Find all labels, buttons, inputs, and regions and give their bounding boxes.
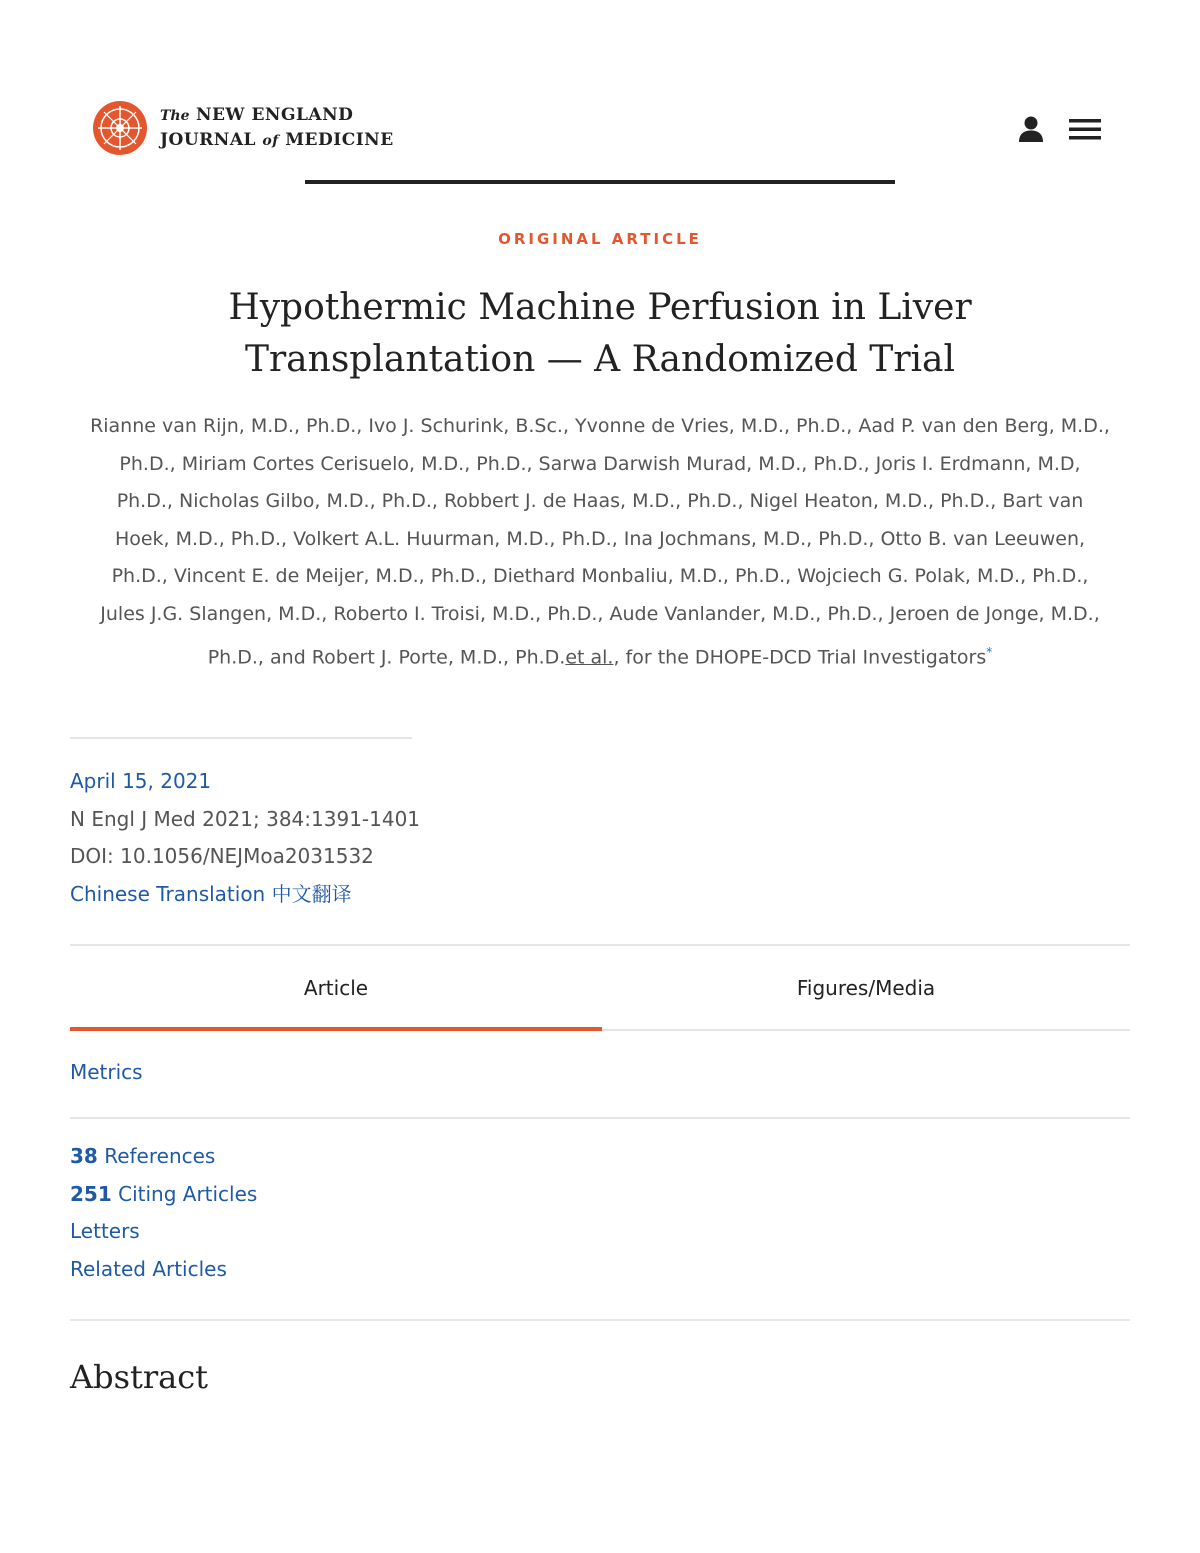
nejm-seal-icon — [92, 100, 148, 156]
letters-link[interactable]: Letters — [70, 1219, 140, 1244]
references-link[interactable] — [70, 1138, 257, 1176]
metrics-divider — [70, 1117, 1130, 1119]
author-group: , for the DHOPE-DCD Trial Investigators — [613, 645, 987, 668]
references-label: References — [97, 1144, 216, 1168]
user-icon[interactable] — [1016, 114, 1046, 144]
citing-count: 251 — [70, 1181, 112, 1206]
nejm-logo[interactable] — [92, 100, 394, 156]
authors-text: Rianne van Rijn, M.D., Ph.D., Ivo J. Schurink, B.Sc., Yvonne de Vries, M.D., Ph.D., Aad P. van den Berg, M.D., Ph.D., Miriam Cortes Cerisuelo, M.D., Ph.D., Sarwa Darwish Murad, M.D., Ph.D., Joris I. Erdmann, M.D, Ph.D., Nicholas Gilbo, M.D., Ph.D., Robbert J. de Haas, M.D., Ph.D., Nigel Heaton, M.D., Ph.D., Bart van Hoek, M.D., Ph.D., Volkert A.L. Huurman, M.D., Ph.D., Ina Jochmans, M.D., Ph.D., Otto B. van Leeuwen, Ph.D., Vincent E. de Meijer, M.D., Ph.D., Diethard Monbaliu, M.D., Ph.D., Wojciech G. Polak, M.D., Ph.D., Jules J.G. Slangen, M.D., Roberto I. Troisi, M.D., Ph.D., Aude Vanlander, M.D., Ph.D., Jeroen de Jonge, M.D., Ph.D., and Robert J. Porte, M.D., Ph.D. — [90, 415, 1110, 668]
citing-label: Citing Articles — [111, 1181, 258, 1206]
hamburger-menu-icon[interactable] — [1068, 114, 1102, 144]
doi: DOI: 10.1056/NEJMoa2031532 — [70, 844, 374, 869]
logo-wordmark — [160, 103, 394, 153]
meta-divider — [70, 737, 412, 739]
logo-line2-a: JOURNAL — [160, 130, 256, 150]
logo-prefix: The — [160, 108, 190, 124]
tab-article[interactable]: Article — [303, 976, 369, 1000]
tab-baseline — [602, 1029, 1130, 1031]
header-divider — [305, 180, 895, 184]
article-tabs — [70, 948, 1130, 1032]
links-divider — [70, 1319, 1130, 1321]
abstract-heading: Abstract — [70, 1358, 209, 1396]
citing-articles-link[interactable] — [70, 1176, 257, 1214]
chinese-translation-link[interactable]: Chinese Translation 中文翻译 — [70, 882, 352, 907]
logo-line2-b: MEDICINE — [285, 130, 394, 150]
logo-line2-of: of — [262, 133, 279, 149]
references-count: 38 — [70, 1144, 98, 1168]
related-articles-link[interactable]: Related Articles — [70, 1257, 227, 1282]
metrics-link[interactable]: Metrics — [70, 1060, 143, 1084]
et-al-link[interactable]: et al. — [565, 645, 614, 668]
article-type-label: ORIGINAL ARTICLE — [498, 230, 702, 248]
site-header — [92, 100, 1108, 160]
logo-line1: NEW ENGLAND — [195, 105, 354, 125]
tabs-top-divider — [70, 944, 1130, 946]
footnote-marker[interactable]: * — [986, 644, 993, 659]
tab-figures-media[interactable]: Figures/Media — [796, 976, 936, 1000]
author-list — [90, 408, 1110, 676]
header-actions — [1016, 114, 1102, 144]
related-links — [70, 1138, 257, 1289]
article-title: Hypothermic Machine Perfusion in Liver Transplantation — A Randomized Trial — [228, 287, 972, 380]
citation: N Engl J Med 2021; 384:1391-1401 — [70, 806, 421, 831]
publication-date: April 15, 2021 — [70, 769, 212, 793]
article-meta — [70, 763, 420, 914]
active-tab-indicator — [70, 1027, 602, 1031]
